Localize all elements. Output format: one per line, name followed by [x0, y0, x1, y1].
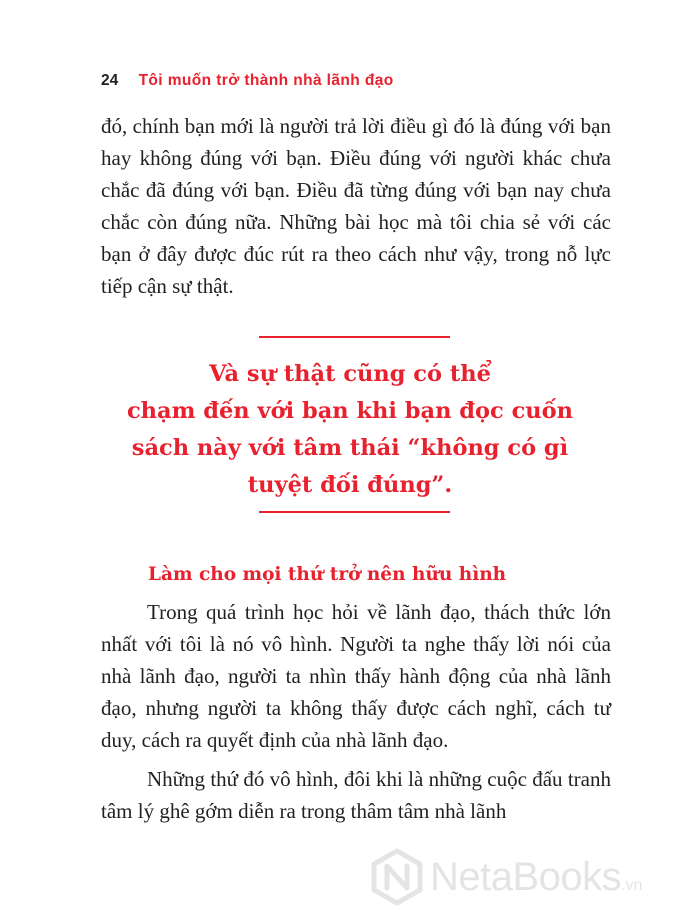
- running-title: Tôi muốn trở thành nhà lãnh đạo: [138, 72, 394, 89]
- body-paragraph-3: Những thứ đó vô hình, đôi khi là những cuộc đấu tranh tâm lý ghê gớm diễn ra trong thâm tâm nhà lãnh: [101, 767, 611, 823]
- page-number: 24: [101, 72, 119, 89]
- pull-quote: [120, 356, 580, 504]
- pull-quote-rule-bottom: [259, 511, 450, 513]
- section-heading: Làm cho mọi thứ trở nên hữu hình: [148, 564, 507, 585]
- pull-quote-line: sách này với tâm thái “không có gì: [131, 435, 569, 461]
- watermark-text: [430, 854, 643, 909]
- watermark-suffix: .vn: [621, 877, 643, 894]
- pull-quote-line: Và sự thật cũng có thể: [209, 361, 491, 387]
- watermark: [368, 848, 698, 906]
- watermark-brand: NetaBooks: [430, 855, 622, 899]
- body-paragraph-1: đó, chính bạn mới là người trả lời điều gì đó là đúng với bạn hay không đúng với bạn. Điều đúng với người khác chưa chắc đã đúng với bạn. Điều đã từng đúng với bạn nay chưa chắc còn đúng nữa. Những bài học mà tôi chia sẻ với các bạn ở đây được đúc rút ra theo cách như vậy, trong nỗ lực tiếp cận sự thật.: [101, 114, 611, 298]
- body-paragraph-2: Trong quá trình học hỏi về lãnh đạo, thách thức lớn nhất với tôi là nó vô hình. Người ta nghe thấy lời nói của nhà lãnh đạo, người ta nhìn thấy hành động của nhà lãnh đạo, nhưng người ta không thấy được cách nghĩ, cách tư duy, cách ra quyết định của nhà lãnh đạo.: [101, 600, 611, 752]
- running-header: [101, 72, 394, 90]
- pull-quote-line: chạm đến với bạn khi bạn đọc cuốn: [126, 398, 573, 424]
- pull-quote-line: tuyệt đối đúng”.: [247, 472, 453, 498]
- pull-quote-rule-top: [259, 336, 450, 338]
- netabooks-logo-icon: [368, 848, 426, 906]
